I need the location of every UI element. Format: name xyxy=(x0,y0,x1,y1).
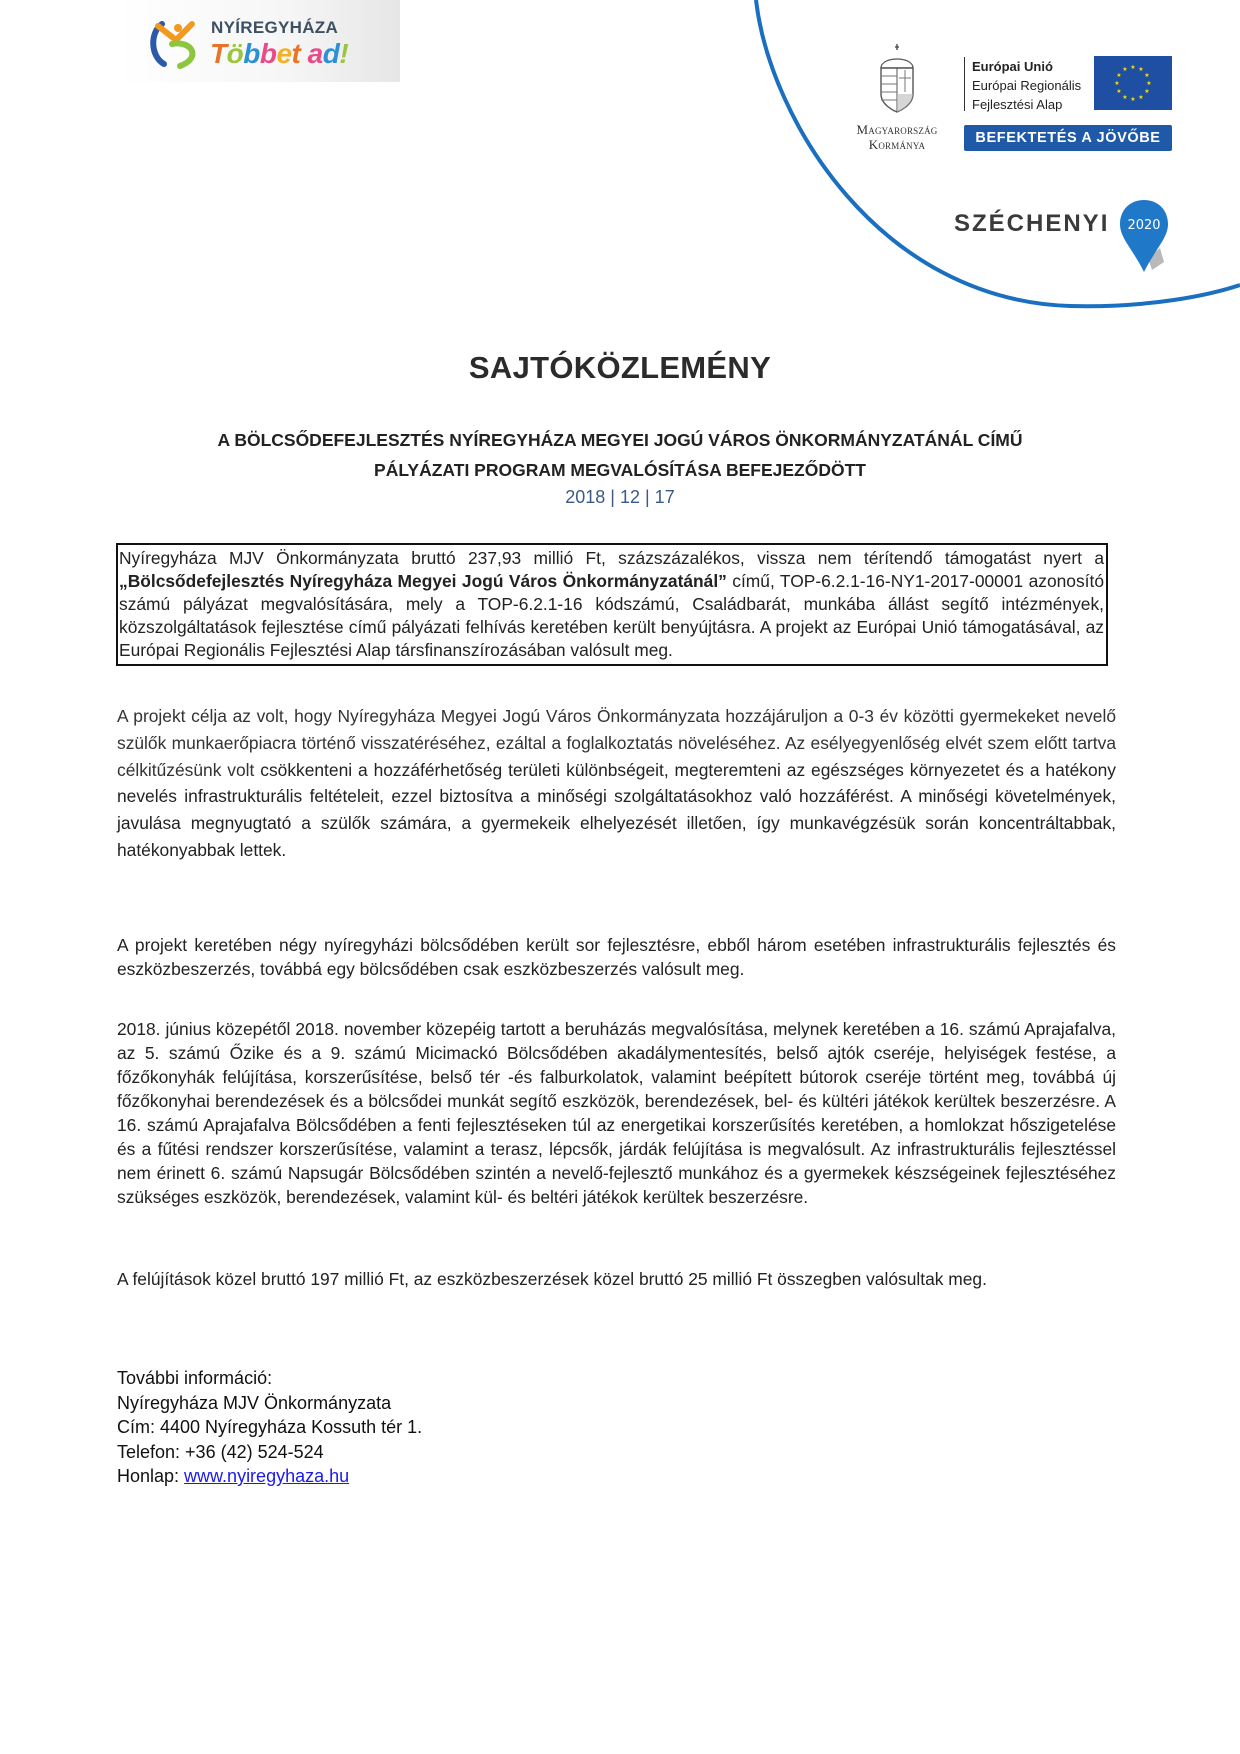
svg-text:★: ★ xyxy=(1130,96,1136,103)
svg-text:★: ★ xyxy=(1138,66,1144,73)
eu-fund-text: Európai Unió Európai Regionális Fejlesztési Alap xyxy=(972,59,1082,112)
svg-text:★: ★ xyxy=(1122,66,1128,73)
svg-text:★: ★ xyxy=(1138,94,1144,101)
svg-text:★: ★ xyxy=(1122,94,1128,101)
svg-text:★: ★ xyxy=(1144,88,1150,95)
svg-text:2020: 2020 xyxy=(1127,218,1161,233)
svg-text:★: ★ xyxy=(1130,64,1136,71)
svg-text:★: ★ xyxy=(1144,72,1150,79)
implementation-paragraph: 2018. június közepétől 2018. november közepéig tartott a beruházás megvalósítása, melynek keretében a 16. számú Aprajafalva, az 5. számú Őzike és a 9. számú Micimackó Bölcsődében akadálymentesítés, belső ajtók cseréje, helyiségek festése, a főzőkonyhák felújítása, korszerűsítése, belső tér -és falburkolatok, valamint beépített bútorok cseréje történt meg, továbbá új főzőkonyhai berendezések és a bölcsődei munkát segítő eszközök, berendezések, bel- és kültéri játékok kerültek beszerzésre. A 16. számú Aprajafalva Bölcsődében a fenti fejlesztéseken túl az energetikai korszerűsítés keretében, a homlokzat hőszigetelése és a fűtési rendszer korszerűsítése, valamint a terasz, lépcsők, járdák felújítása is megvalósult. Az infrastrukturális fejlesztéssel nem érinett 6. számú Napsugár Bölcsődében szintén a nevelő-fejlesztő munkához és a gyermekek készségeinek fejlesztéséhez szükséges eszközök, berendezések, valamint kül- és beltéri játékok kerültek beszerzésre. xyxy=(117,1019,1116,1207)
szechenyi-label: SZÉCHENYI xyxy=(954,210,1110,237)
project-title: „Bölcsődefejlesztés Nyíregyháza Megyei Jogú Város Önkormányzatánál” xyxy=(119,571,727,591)
svg-text:★: ★ xyxy=(1116,72,1122,79)
lead-summary-box xyxy=(116,543,1108,666)
svg-text:★: ★ xyxy=(1146,80,1152,87)
contact-heading: További információ: xyxy=(117,1368,273,1388)
contact-info xyxy=(117,1366,422,1489)
project-goal-paragraph: A projekt célja az volt, hogy Nyíregyháza Megyei Jogú Város Önkormányzata hozzájáruljon a 0-3 év közötti gyermekeket nevelő szülők munkaerőpiacra történő visszatéréséhez, ezáltal a foglalkoztatás növeléséhez. Az esélyegyenlőség elvét szem előtt tartva célkitűzésünk volt csökkenteni a hozzáférhetőség területi különbségeit, megteremteni az egészséges környezetet és a hatékony nevelés infrastrukturális feltételeit, ezzel biztosítva a minőségi szolgáltatásokhoz való hozzáférést. A minőségi követelmények, javulása megnyugtató a szülők számára, a gyermekeik elhelyezését illetően, így munkavégzésük során koncentráltabbak, hatékonyabbak lettek. xyxy=(117,706,1116,860)
contact-phone: Telefon: +36 (42) 524-524 xyxy=(117,1441,324,1462)
contact-org: Nyíregyháza MJV Önkormányzata xyxy=(117,1392,392,1413)
city-slogan: Többet ad! xyxy=(210,38,349,69)
project-scope-paragraph: A projekt keretében négy nyíregyházi bölcsődében került sor fejlesztésre, ebből három esetében infrastrukturális fejlesztés és eszközbeszerzés, továbbá egy bölcsődében csak eszközbeszerzés valósult meg. xyxy=(117,935,1116,979)
city-logo xyxy=(118,0,400,82)
svg-text:★: ★ xyxy=(1116,88,1122,95)
contact-address: Cím: 4400 Nyíregyháza Kossuth tér 1. xyxy=(117,1417,423,1437)
eu-flag-icon xyxy=(1094,56,1172,110)
hungarian-crest-icon xyxy=(875,42,919,114)
svg-text:★: ★ xyxy=(1114,80,1120,87)
page-title: SAJTÓKÖZLEMÉNY xyxy=(468,350,772,385)
lead-paragraph: Nyíregyháza MJV Önkormányzata bruttó 237,93 millió Ft, százszázalékos, vissza nem térítendő támogatást nyert a „Bölcsődefejlesztés Nyíregyháza Megyei Jogú Város Önkormányzatánál” című, TOP-6.2.1-16-NY1-2017-00001 azonosító számú pályázat megvalósítására, mely a TOP-6.2.1-16 kódszámú, Családbarát, munkába állást segítő intézmények, közszolgáltatások fejlesztése című pályázati felhívás keretében került benyújtásra. A projekt az Európai Unió támogatásával, az Európai Regionális Fejlesztési Alap társfinanszírozásában valósult meg. xyxy=(119,548,1104,660)
government-name: Magyarország Kormánya xyxy=(856,122,938,152)
contact-web: Honlap: www.nyiregyhaza.hu xyxy=(117,1466,350,1486)
szechenyi-pin-icon xyxy=(1118,198,1170,274)
city-logo-mark-icon xyxy=(148,14,204,70)
eu-divider xyxy=(964,57,965,111)
eu-slogan-banner: BEFEKTETÉS A JÖVŐBE xyxy=(964,125,1172,151)
city-name: NYÍREGYHÁZA xyxy=(211,18,339,37)
document-subtitle: A BÖLCSŐDEFEJLESZTÉS NYÍREGYHÁZA MEGYEI JOGÚ VÁROS ÖNKORMÁNYZATÁNÁL CÍMŰ PÁLYÁZATI PROGRAM MEGVALÓSÍTÁSA BEFEJEZŐDÖTT xyxy=(217,430,1023,480)
costs-paragraph: A felújítások közel bruttó 197 millió Ft, az eszközbeszerzések közel bruttó 25 millió Ft összegben valósultak meg. xyxy=(117,1269,987,1289)
publication-date: 2018 | 12 | 17 xyxy=(565,487,675,507)
website-link[interactable]: www.nyiregyhaza.hu xyxy=(184,1466,350,1486)
